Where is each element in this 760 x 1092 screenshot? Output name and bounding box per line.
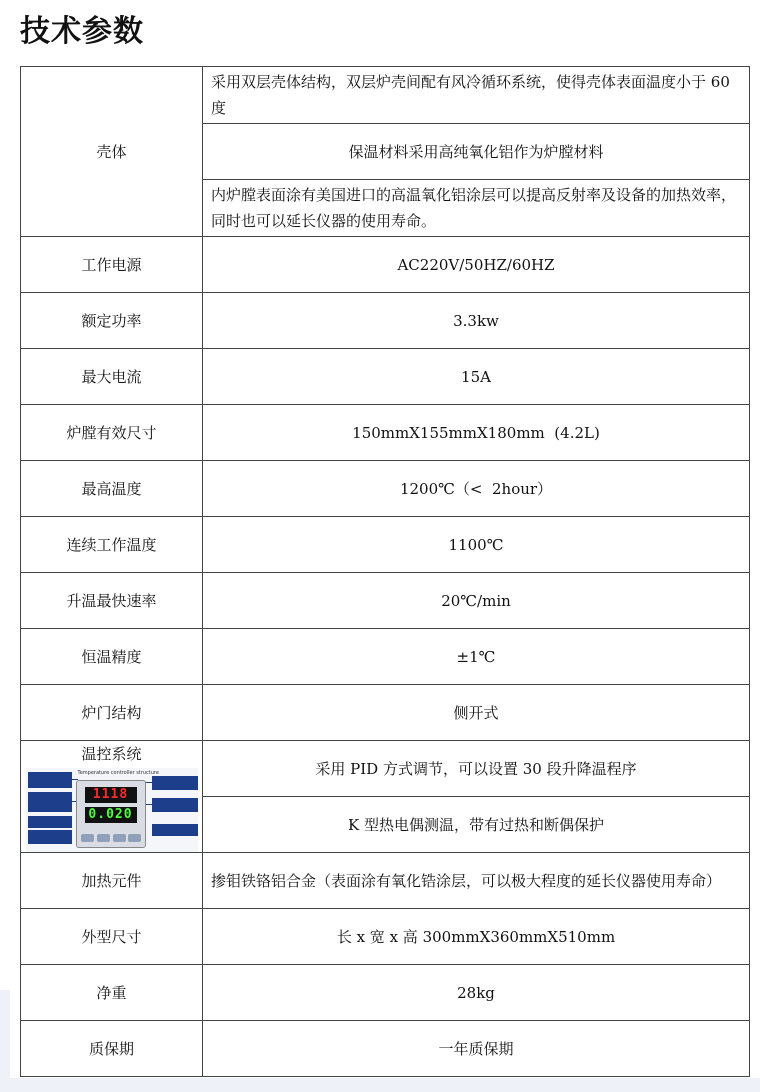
row-value: 采用 PID 方式调节，可以设置 30 段升降温程序 — [203, 741, 750, 797]
table-row — [21, 293, 750, 349]
row-label: 恒温精度 — [21, 629, 203, 685]
row-value: 内炉膛表面涂有美国进口的高温氧化铝涂层可以提高反射率及设备的加热效率，同时也可以延长仪器的使用寿命。 — [203, 180, 750, 237]
row-label: 最大电流 — [21, 349, 203, 405]
callout-box — [28, 830, 72, 844]
row-value: 长 x 宽 x 高 300mmX360mmX510mm — [203, 909, 750, 965]
row-label: 外型尺寸 — [21, 909, 203, 965]
controller-button — [81, 834, 94, 842]
callout-box — [28, 792, 72, 812]
row-label: 炉膛有效尺寸 — [21, 405, 203, 461]
row-value: 掺钼铁铬铝合金（表面涂有氧化锆涂层，可以极大程度的延长仪器使用寿命） — [203, 853, 750, 909]
row-label: 温控系统 — [81, 745, 142, 763]
callout-box — [152, 776, 198, 790]
callout-box — [28, 772, 72, 788]
row-value: 20℃/min — [203, 573, 750, 629]
row-value: 150mmX155mmX180mm (4.2L) — [203, 405, 750, 461]
controller-image — [26, 768, 198, 852]
temp-control-cell — [21, 741, 203, 853]
row-value: K 型热电偶测温，带有过热和断偶保护 — [203, 797, 750, 853]
callout-box — [152, 798, 198, 812]
row-value: 侧开式 — [203, 685, 750, 741]
table-row — [21, 685, 750, 741]
table-row — [21, 909, 750, 965]
table-row — [21, 853, 750, 909]
row-value: 1200℃（< 2hour） — [203, 461, 750, 517]
row-label: 最高温度 — [21, 461, 203, 517]
row-value: 保温材料采用高纯氧化铝作为炉膛材料 — [203, 124, 750, 180]
sv-display: 0.020 — [85, 807, 137, 823]
row-label: 加热元件 — [21, 853, 203, 909]
row-label: 升温最快速率 — [21, 573, 203, 629]
table-row — [21, 461, 750, 517]
spec-table — [20, 66, 750, 1077]
table-row — [21, 517, 750, 573]
page-edge-shade — [0, 990, 10, 1078]
table-row — [21, 405, 750, 461]
page-bottom-band — [0, 1078, 760, 1092]
row-label: 净重 — [21, 965, 203, 1021]
row-label: 额定功率 — [21, 293, 203, 349]
row-value: 28kg — [203, 965, 750, 1021]
controller-button — [113, 834, 126, 842]
page-title: 技术参数 — [20, 14, 144, 49]
row-value: 采用双层壳体结构，双层炉壳间配有风冷循环系统，使得壳体表面温度小于 60 度 — [203, 67, 750, 124]
table-row — [21, 965, 750, 1021]
table-row — [21, 1021, 750, 1077]
row-value: ±1℃ — [203, 629, 750, 685]
table-row — [21, 349, 750, 405]
table-row — [21, 237, 750, 293]
table-row — [21, 629, 750, 685]
controller-button — [97, 834, 110, 842]
table-row — [21, 741, 750, 797]
row-value: 1100℃ — [203, 517, 750, 573]
callout-box — [28, 816, 72, 828]
row-value: 3.3kw — [203, 293, 750, 349]
controller-image-header: Temperature controller structure — [77, 770, 159, 776]
row-label: 炉门结构 — [21, 685, 203, 741]
table-row — [21, 573, 750, 629]
table-row — [21, 67, 750, 124]
row-value: AC220V/50HZ/60HZ — [203, 237, 750, 293]
row-label: 质保期 — [21, 1021, 203, 1077]
row-label: 连续工作温度 — [21, 517, 203, 573]
controller-panel — [76, 780, 146, 848]
controller-button — [128, 834, 141, 842]
row-label: 工作电源 — [21, 237, 203, 293]
row-value: 15A — [203, 349, 750, 405]
pv-display: 1118 — [85, 787, 137, 803]
row-value: 一年质保期 — [203, 1021, 750, 1077]
callout-box — [152, 824, 198, 836]
row-label: 壳体 — [21, 67, 203, 237]
